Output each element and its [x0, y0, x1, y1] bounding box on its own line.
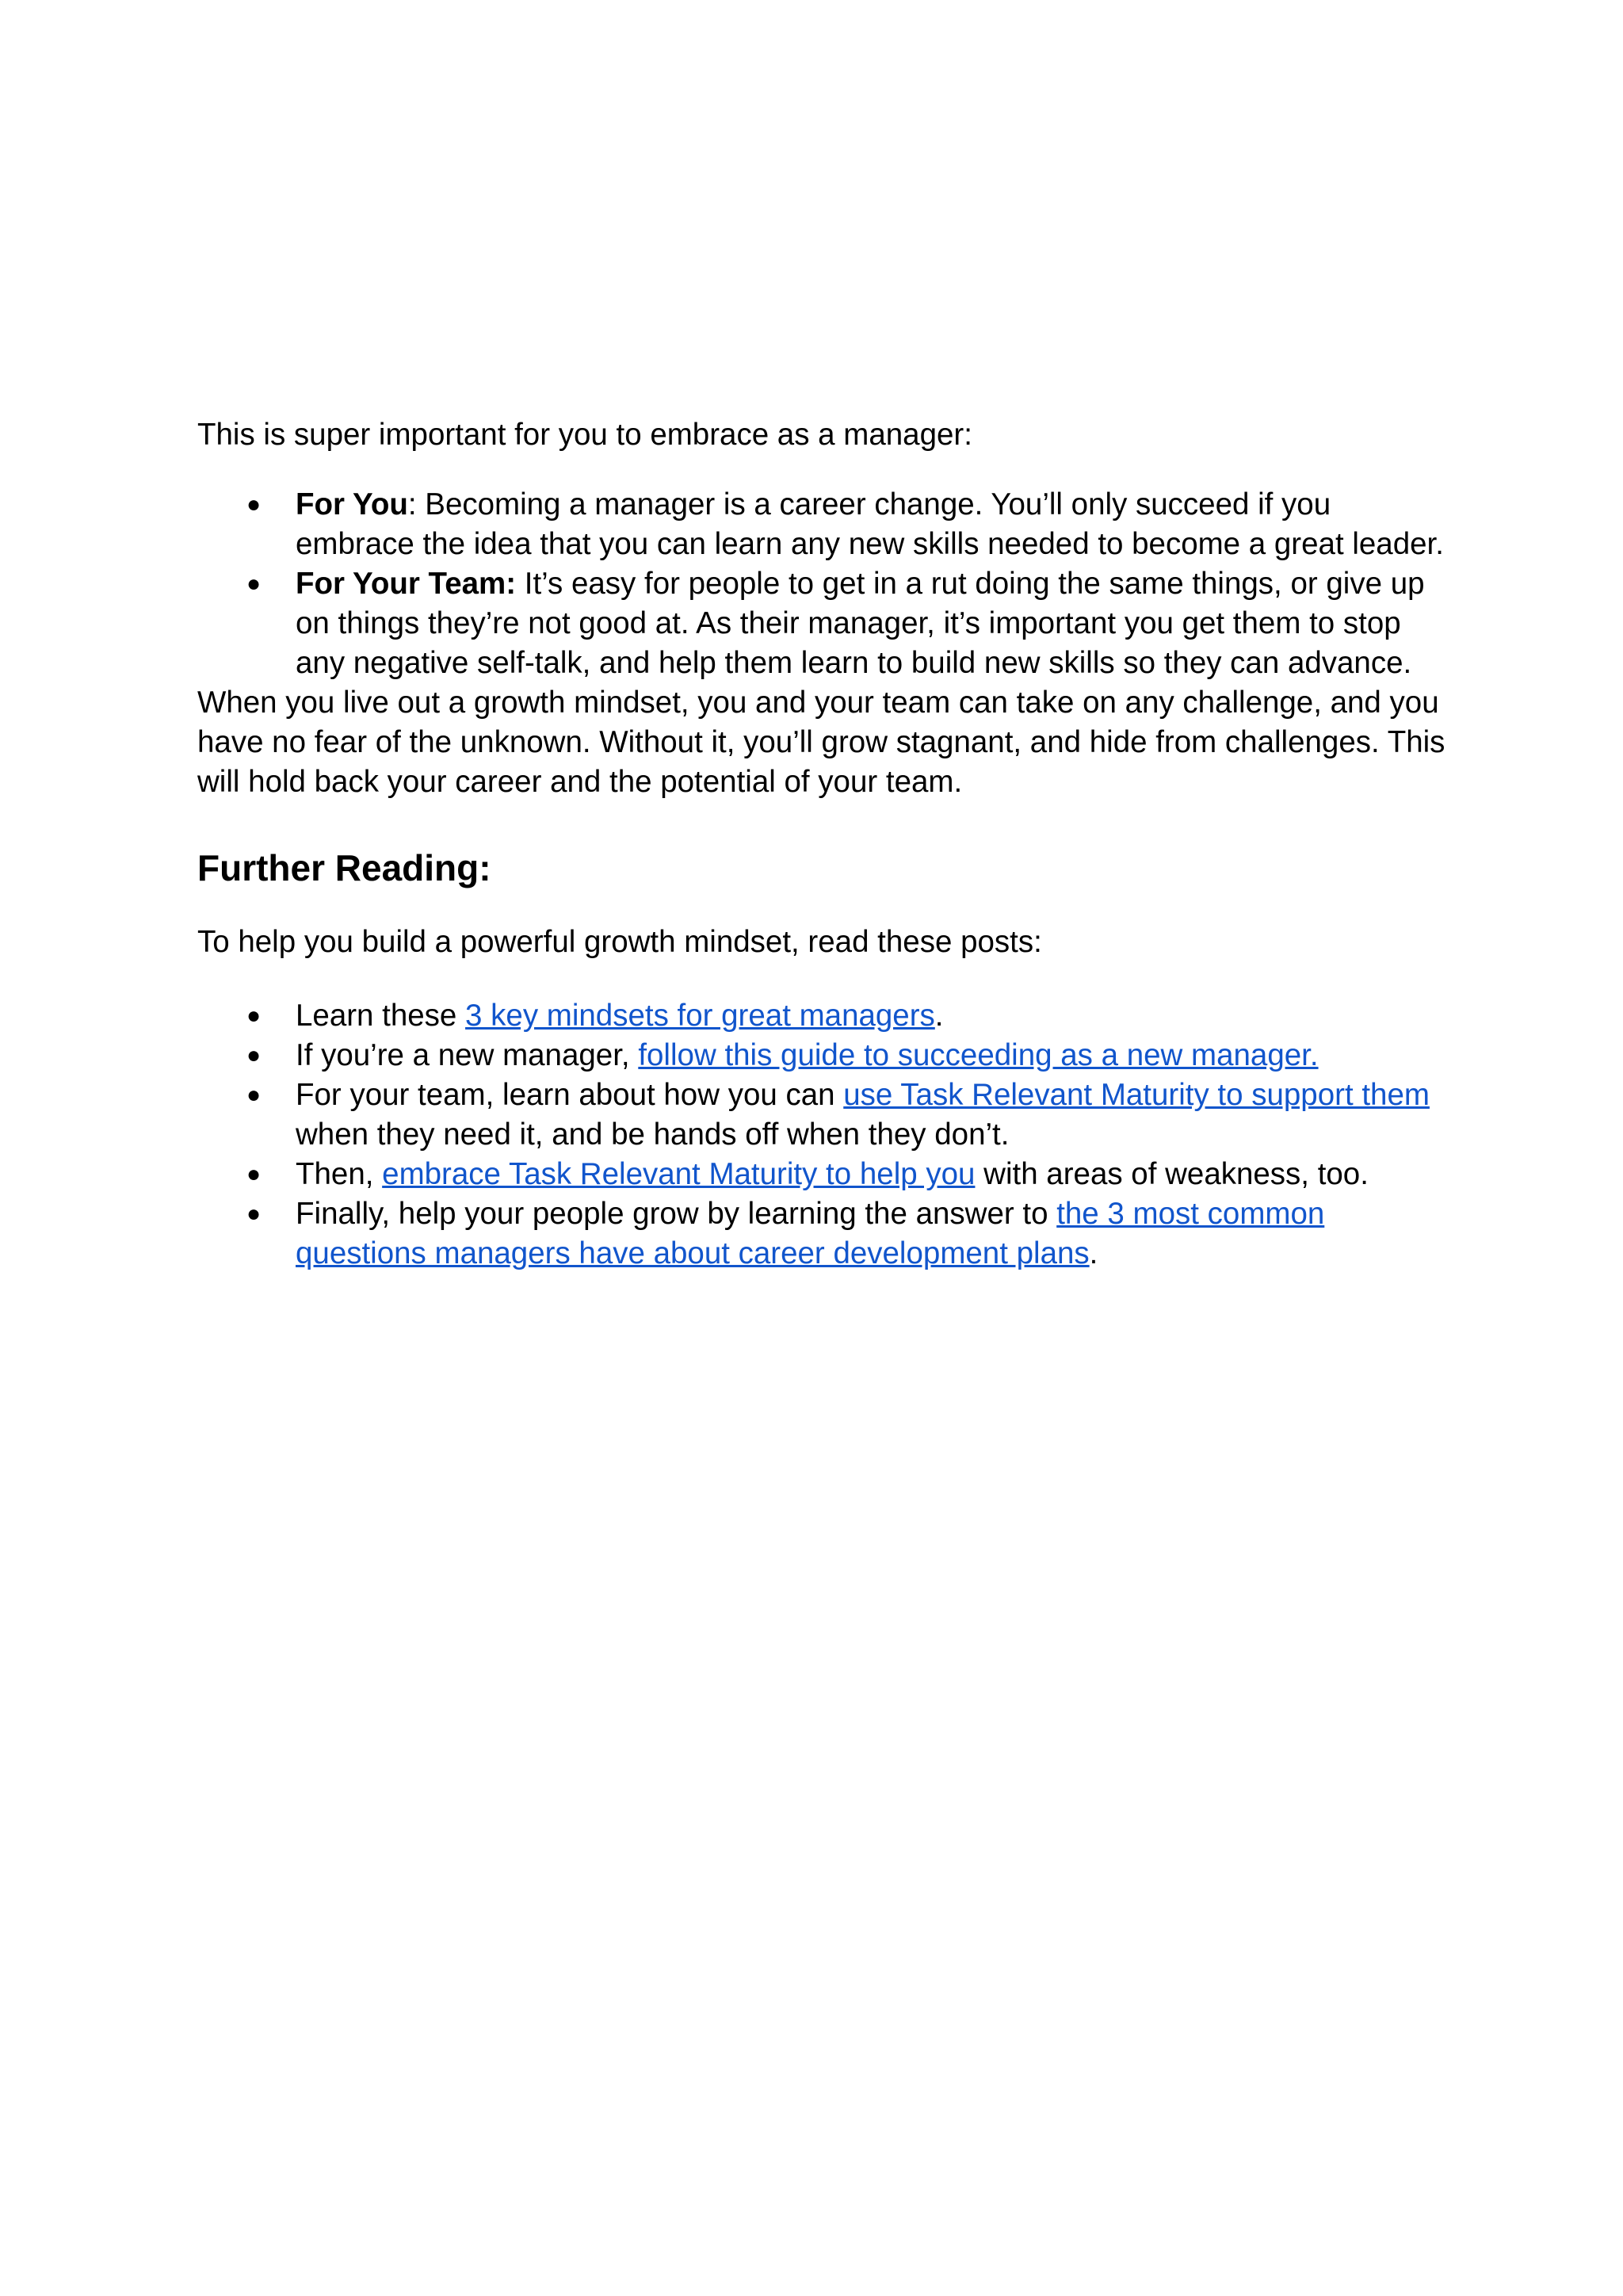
growth-mindset-paragraph: When you live out a growth mindset, you and your team can take on any challenge, and you have no fear of the unknown. Without it, you’ll grow stagnant, and hide from challenges. This will hold back your career and the potential of your team.	[197, 686, 1445, 799]
reading-item-text: For your team, learn about how you can	[296, 1078, 844, 1112]
bullet-icon: ●	[246, 571, 262, 597]
intro-paragraph: This is super important for you to embrace as a manager:	[197, 418, 972, 452]
link-career-development-questions[interactable]: the 3 most common questions managers have about career development plans	[296, 1197, 1325, 1270]
reading-item	[246, 1036, 1449, 1075]
document-body	[197, 415, 1449, 1274]
reading-item-text: when they need it, and be hands off when they don’t.	[296, 1117, 1010, 1152]
reading-item	[246, 1075, 1449, 1155]
reading-item-text: with areas of weakness, too.	[975, 1157, 1369, 1191]
bullet-icon: ●	[246, 1161, 262, 1187]
bullet-icon: ●	[246, 1042, 262, 1068]
reading-item-text: Then,	[296, 1157, 383, 1191]
reading-item-text: Learn these	[296, 999, 466, 1033]
list-item-text: It’s easy for people to get in a rut doing the same things, or give up on things they’re not good at. As their manager, it’s important you get them to stop any negative self-talk, and help them learn to build new skills so they can advance.	[296, 567, 1425, 680]
list-item-for-you	[246, 485, 1449, 564]
reading-item-text: .	[1089, 1236, 1098, 1270]
bullet-icon: ●	[246, 1082, 262, 1108]
reading-item	[246, 996, 1449, 1036]
list-item-for-your-team	[246, 564, 1449, 683]
link-trm-help-you[interactable]: embrace Task Relevant Maturity to help you	[382, 1157, 976, 1191]
link-trm-support-them[interactable]: use Task Relevant Maturity to support them	[843, 1078, 1430, 1112]
link-new-manager-guide[interactable]: follow this guide to succeeding as a new manager.	[638, 1038, 1319, 1072]
importance-list	[197, 485, 1449, 683]
reading-item	[246, 1194, 1449, 1274]
further-reading-list	[197, 996, 1449, 1274]
list-item-label: For Your Team:	[296, 567, 517, 601]
list-item-label: For You	[296, 487, 408, 521]
further-reading-heading: Further Reading:	[197, 847, 491, 888]
reading-item-text: If you’re a new manager,	[296, 1038, 639, 1072]
bullet-icon: ●	[246, 491, 262, 518]
bullet-icon: ●	[246, 1201, 262, 1227]
reading-item-text: Finally, help your people grow by learning the answer to	[296, 1197, 1057, 1231]
link-3-key-mindsets[interactable]: 3 key mindsets for great managers	[465, 999, 935, 1033]
list-item-text: : Becoming a manager is a career change. You’ll only succeed if you embrace the idea that you can learn any new skills needed to become a great leader.	[296, 487, 1444, 561]
reading-item-text: .	[934, 999, 944, 1033]
reading-item	[246, 1155, 1449, 1194]
bullet-icon: ●	[246, 1003, 262, 1029]
further-reading-intro: To help you build a powerful growth mindset, read these posts:	[197, 925, 1042, 959]
